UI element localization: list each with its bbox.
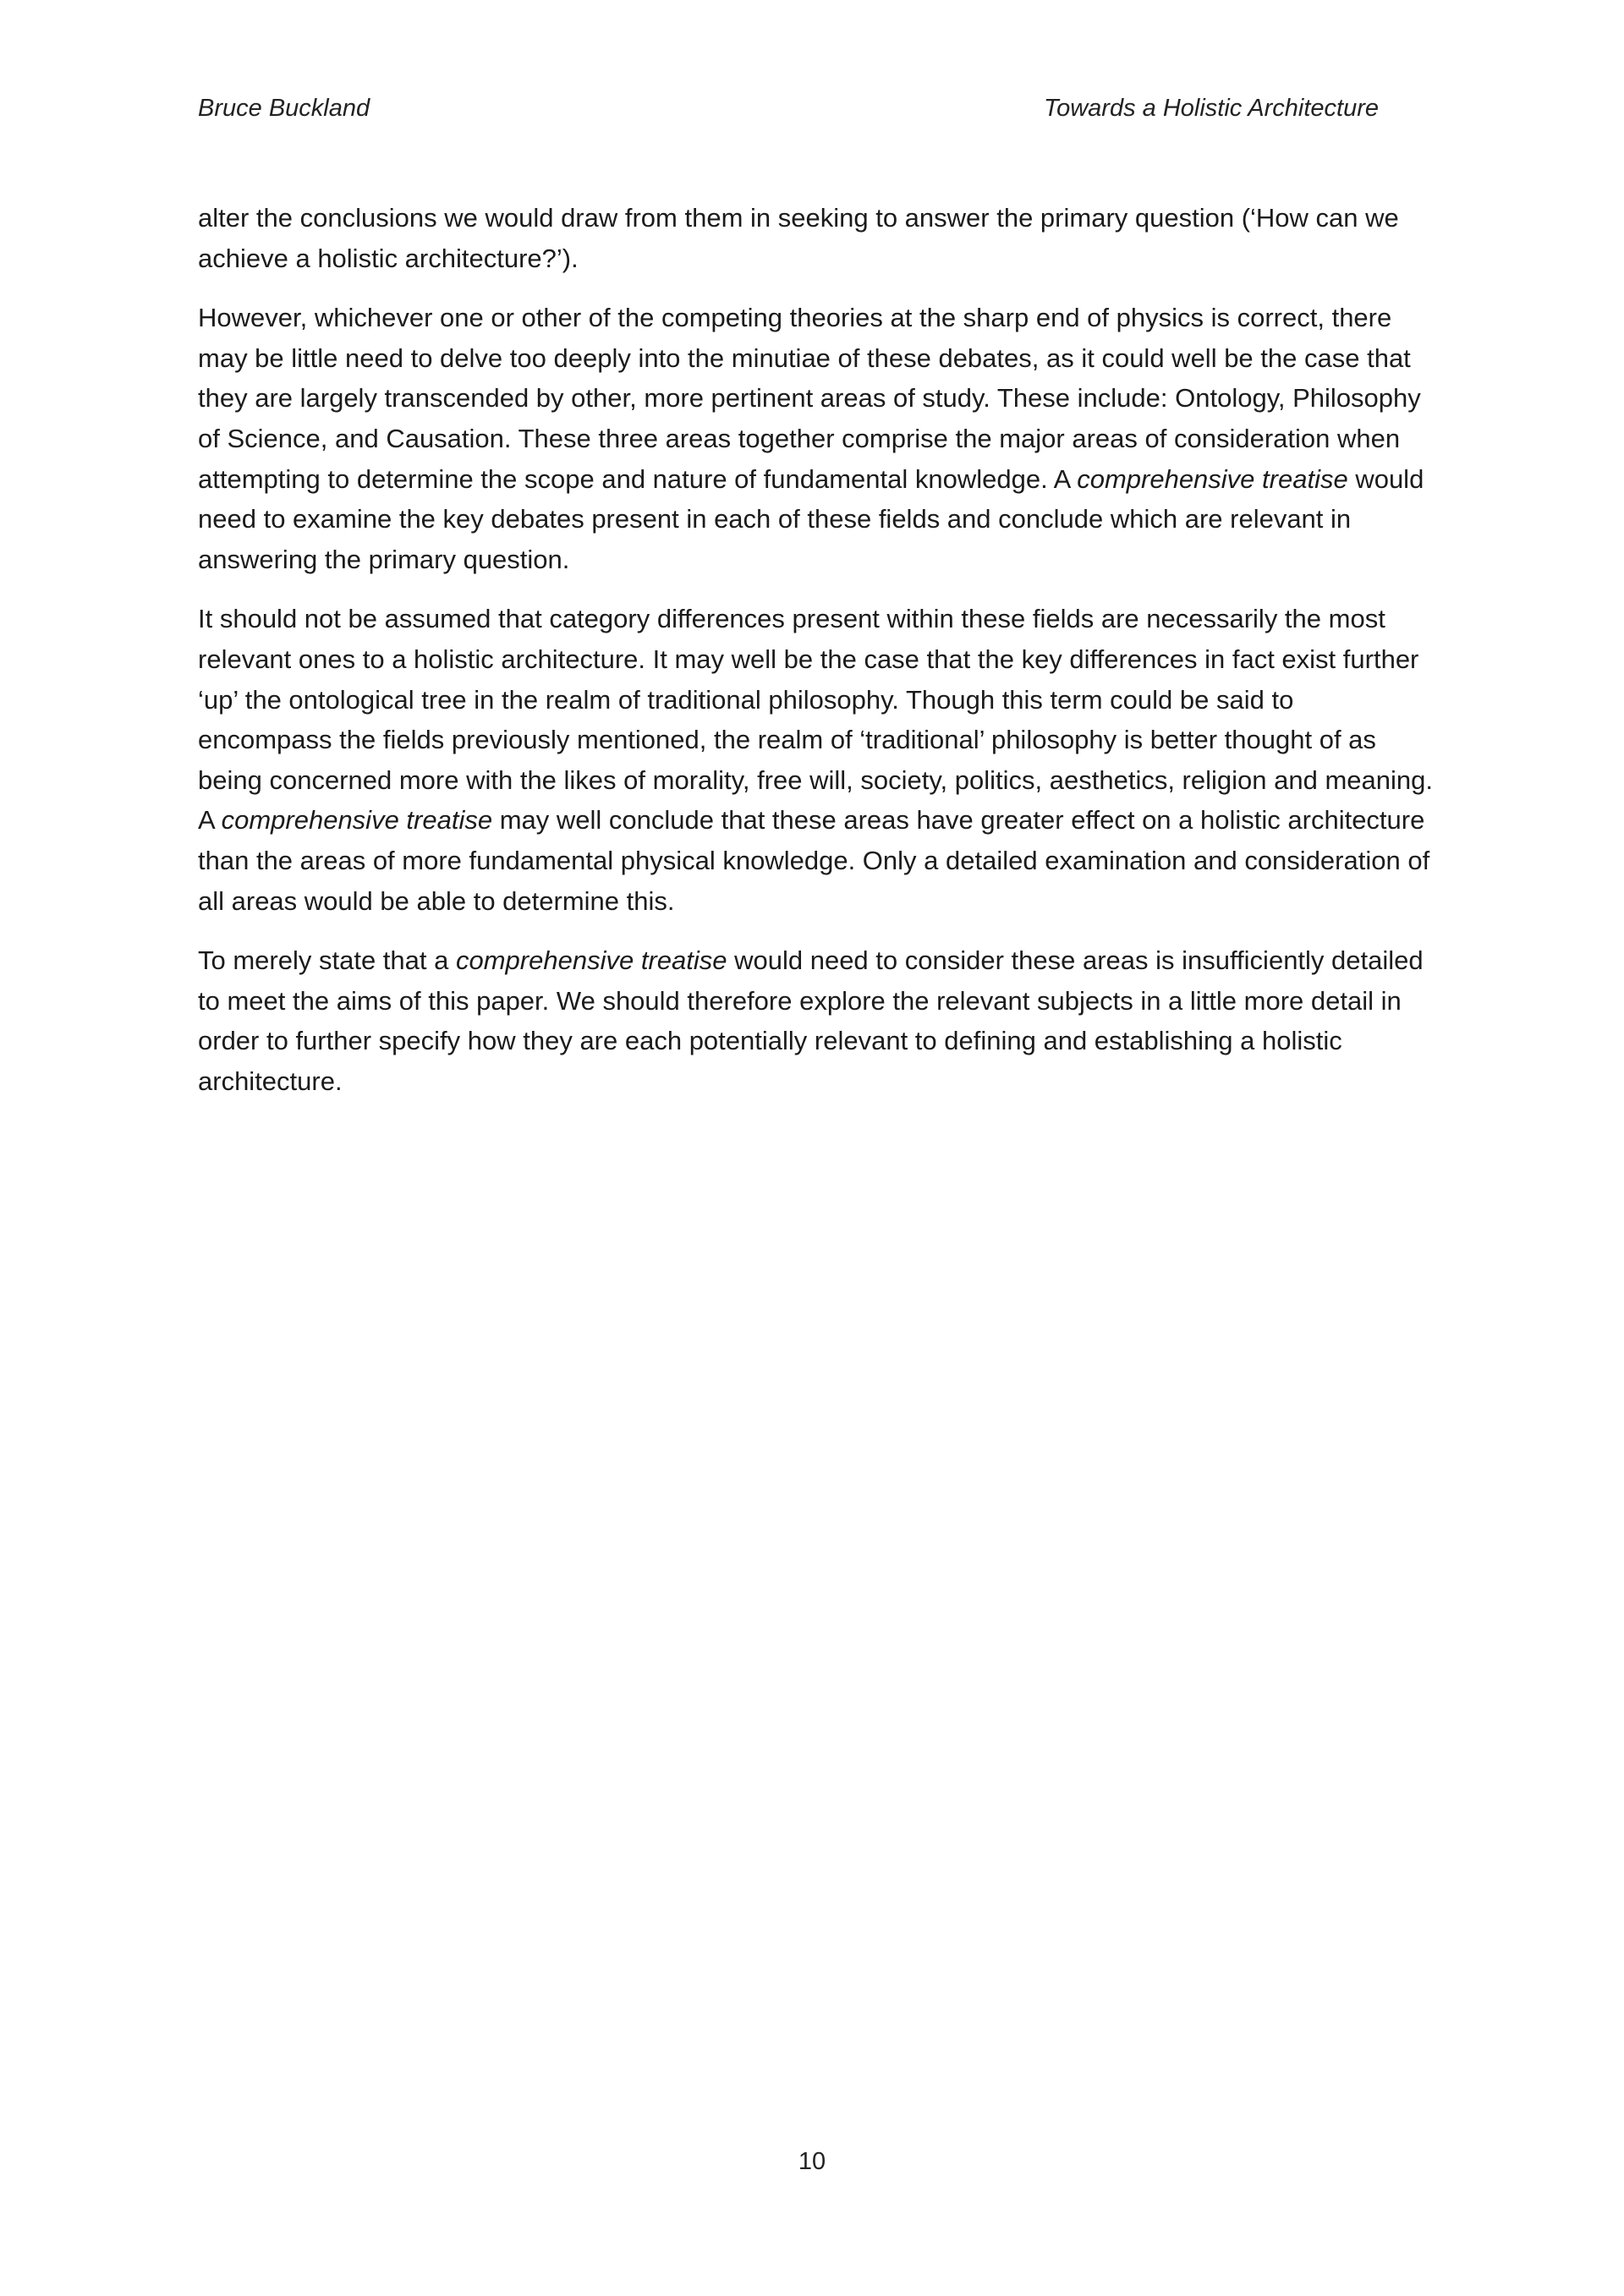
paragraph-2-emphasis: comprehensive treatise xyxy=(1077,463,1348,494)
header-document-title: Towards a Holistic Architecture xyxy=(1044,95,1379,122)
paragraph-4-text-start: To merely state that a xyxy=(198,945,456,976)
paragraph-3-text-start: It should not be assumed that category differences present within these fields are necessarily the most relevant ones to a holistic architecture. It may well be the case that the key differences in fact exist further ‘up’ the ontological tree in the realm of traditional philosophy. Though this term could be said to encompass the fields previously mentioned, the realm of ‘traditional’ philosophy is better thought of as being concerned more with the likes of morality, free will, society, politics, aesthetics, religion and meaning. A xyxy=(198,604,1433,836)
paragraph-1-text: alter the conclusions we would draw from them in seeking to answer the primary question (‘How can we achieve a holistic architecture?’). xyxy=(198,203,1399,273)
running-header xyxy=(198,95,1379,129)
header-author: Bruce Buckland xyxy=(198,95,370,122)
page-number: 10 xyxy=(798,2148,826,2175)
paragraph-2-text-start: However, whichever one or other of the competing theories at the sharp end of physics is correct, there may be little need to delve too deeply into the minutiae of these debates, as it could well be the case that they are largely transcended by other, more pertinent areas of study. These include: Ontology, Philosophy of Science, and Causation. These three areas together comprise the major areas of consideration when attempting to determine the scope and nature of fundamental knowledge. A xyxy=(198,303,1421,494)
paragraph-3-emphasis: comprehensive treatise xyxy=(221,805,493,836)
body-text xyxy=(198,198,1433,1121)
paragraph-4 xyxy=(198,940,1433,1101)
paragraph-4-emphasis: comprehensive treatise xyxy=(455,945,727,976)
paragraph-2-text-end: would need to examine the key debates present in each of these fields and conclude which are relevant in answering the primary question. xyxy=(198,463,1424,574)
paragraph-4-text-end: would need to consider these areas is insufficiently detailed to meet the aims of this paper. We should therefore explore the relevant subjects in a little more detail in order to further specify how they are each potentially relevant to defining and establishing a holistic architecture. xyxy=(198,945,1424,1096)
paragraph-3 xyxy=(198,599,1433,921)
paragraph-2 xyxy=(198,298,1433,579)
paragraph-1 xyxy=(198,198,1433,278)
paragraph-3-text-end: may well conclude that these areas have greater effect on a holistic architecture than the areas of more fundamental physical knowledge. Only a detailed examination and consideration of all areas would be able to determine this. xyxy=(198,805,1430,916)
